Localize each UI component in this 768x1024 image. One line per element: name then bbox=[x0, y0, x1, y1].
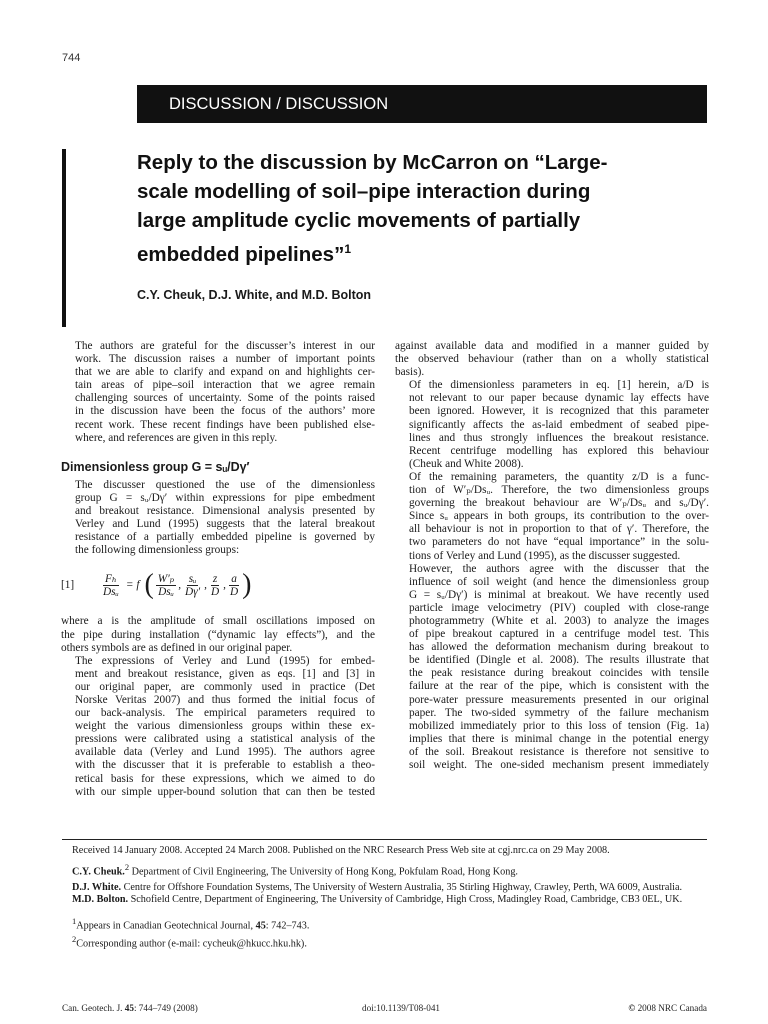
journal-citation: Can. Geotech. J. 45: 744–749 (2008) bbox=[62, 1003, 198, 1013]
equation-function: = f bbox=[125, 578, 140, 591]
paragraph: where a is the amplitude of small oscillations imposed on the pipe during installation (“dynamic lay effects”), and the others symbols are as defined in our original paper. bbox=[61, 615, 375, 654]
doi: doi:10.1139/T08-041 bbox=[362, 1003, 441, 1013]
title-footnote-marker: 1 bbox=[344, 242, 352, 256]
section-banner: DISCUSSION / DISCUSSION bbox=[137, 85, 707, 123]
paragraph: against available data and modified in a manner guided by the observed behaviour (rather than on a wholly statistical basis). bbox=[395, 340, 709, 379]
paragraph: Of the dimensionless parameters in eq. [1] herein, a/D is not relevant to our paper because dynamic lay effects have been ignored. However, it is recognized that this parameter significantly affects the as-laid embedment of seabed pipe- lines and thus strongly influences the breakout resistance. Recent centrifuge modelling has explored this behaviour (Cheuk and White 2008). bbox=[409, 379, 709, 470]
equation-term: $\frac{a}{D}$ bbox=[229, 572, 239, 598]
equation-term: $\frac{\text{W′ₚ}}{\text{Dsᵤ}}$ bbox=[157, 572, 175, 598]
paragraph: However, the authors agree with the discusser that the influence of soil weight (and hence the dimensionless group G = sᵤ/Dγ′) is minimal at breakout. We have recently used particle image velocimetry (PIV) coupled with close-range photogrammetry (White et al. 2003) to analyze the images of pipe breakout captured in a centrifuge model test. This has allowed the deformation mechanism during breakout to be identified (Dingle et al. 2008). The results illustrate that the peak resistance during breakout coincides with tensile failure at the rear of the pipe, which is consistent with the pore-water pressure measurements presented in our original paper. The two-sided symmetry of the failure mechanism mobilized immediately prior to this loss of tension (Fig. 1a) implies that there is minimal change in the potential energy of the soil. Breakout resistance is therefore not sensitive to soil weight. The one-sided mechanism present immediately bbox=[409, 562, 709, 771]
copyright-icon: © bbox=[628, 1003, 636, 1013]
article-title bbox=[137, 148, 707, 269]
affiliation-white: D.J. White. Centre for Offshore Foundation Systems, The University of Western Australia, 35 Stirling Highway, Crawley, Perth, WA 6009, Australia. bbox=[72, 881, 683, 893]
equation-term: $\frac{z}{D}$ bbox=[210, 572, 220, 598]
paragraph: The authors are grateful for the discusser’s interest in our work. The discussion raises a number of important points that we are able to clarify and expand on and highlights cer- tain areas of pipe–soil interaction that we agree remain challenging sources of uncertainty. Some of the points raised in the discussion have been the focus of the authors’ more recent work. These recent findings have been published else- where, and references are given in this reply. bbox=[75, 340, 375, 444]
paragraph: The discusser questioned the use of the dimensionless group G = sᵤ/Dγ′ within expressions for pipe embedment and breakout resistance. Dimensional analysis presented by Verley and Lund (1995) suggests that the lateral breakout resistance of a partially embedded pipeline is governed by the following dimensionless groups: bbox=[75, 478, 375, 557]
right-column bbox=[395, 340, 709, 772]
author-list: C.Y. Cheuk, D.J. White, and M.D. Bolton bbox=[137, 288, 372, 302]
footnote-2: $^2$Corresponding author (e-mail: cycheuk@hkucc.hku.hk). bbox=[72, 933, 307, 950]
section-heading: Dimensionless group G = sᵤ/Dγ′ bbox=[61, 459, 250, 474]
equation-1: [1] $\frac{\text{Fₕ}}{\text{Dsᵤ}}$ = f ( $\frac{\text{W′ₚ}}{\text{Dsᵤ}}$ , $\frac{\text{sᵤ}}{D\gamma'}$ , $\frac{z}{D}$ , $\frac{a}{D}$ ) bbox=[61, 569, 252, 601]
affiliation-cheuk: C.Y. Cheuk.$^2$ Department of Civil Engineering, The University of Hong Kong, Pokfulam Road, Hong Kong. bbox=[72, 861, 518, 877]
footnote-1: $^1$Appears in Canadian Geotechnical Journal, 45: 742–743. bbox=[72, 915, 310, 932]
title-line: scale modelling of soil–pipe interaction during bbox=[137, 180, 591, 203]
equation-term: $\frac{\text{sᵤ}}{D\gamma'}$ bbox=[185, 572, 201, 598]
page-number: 744 bbox=[62, 52, 81, 64]
title-accent-bar bbox=[62, 149, 66, 327]
equation-lhs: $\frac{\text{Fₕ}}{\text{Dsᵤ}}$ bbox=[103, 572, 119, 598]
paragraph: Of the remaining parameters, the quantity z/D is a func- tion of W′ₚ/Dsᵤ. Therefore, the two dimensionless groups governing the breakout behaviour are W′ₚ/Dsᵤ and sᵤ/Dγ′. Since sᵤ appears in both groups, its contribution to the over- all behaviour is not in proportion to that of γ′. Therefore, the two parameters do not have “equal importance” in the solu- tions of Verley and Lund (1995), as the discusser suggested. bbox=[409, 470, 709, 562]
footnotes bbox=[62, 839, 707, 954]
paragraph: The expressions of Verley and Lund (1995) for embed- ment and breakout resistance, given as eqs. [1] and [3] in our original paper, are commonly used in practice (Det Norske Veritas 2007) and thus formed the initial focus of our back-analysis. The empirical parameters required to weight the various dimensionless groups within these ex- pressions were calibrated using a statistical analysis of the available data (Verley and Lund 1995). The authors agree with the discusser that it is preferable to establish a theo- retical basis for these expressions, which we aimed to do with our simple upper-bound solution that can then be tested bbox=[75, 654, 375, 798]
affiliation-bolton: M.D. Bolton. Schofield Centre, Department of Engineering, The University of Cambridge, High Cross, Madingley Road, Cambridge, CB3 0EL, UK. bbox=[72, 894, 683, 906]
title-line: embedded pipelines”$^1$ bbox=[137, 242, 352, 266]
left-column bbox=[61, 340, 375, 799]
title-line: large amplitude cyclic movements of partially bbox=[137, 209, 581, 232]
equation-number: [1] bbox=[61, 578, 75, 591]
title-line: Reply to the discussion by McCarron on “Large- bbox=[137, 151, 608, 174]
received-dates: Received 14 January 2008. Accepted 24 March 2008. Published on the NRC Research Press Web site at cgj.nrc.ca on 29 May 2008. bbox=[72, 845, 610, 856]
copyright: © 2008 NRC Canada bbox=[628, 1003, 707, 1013]
